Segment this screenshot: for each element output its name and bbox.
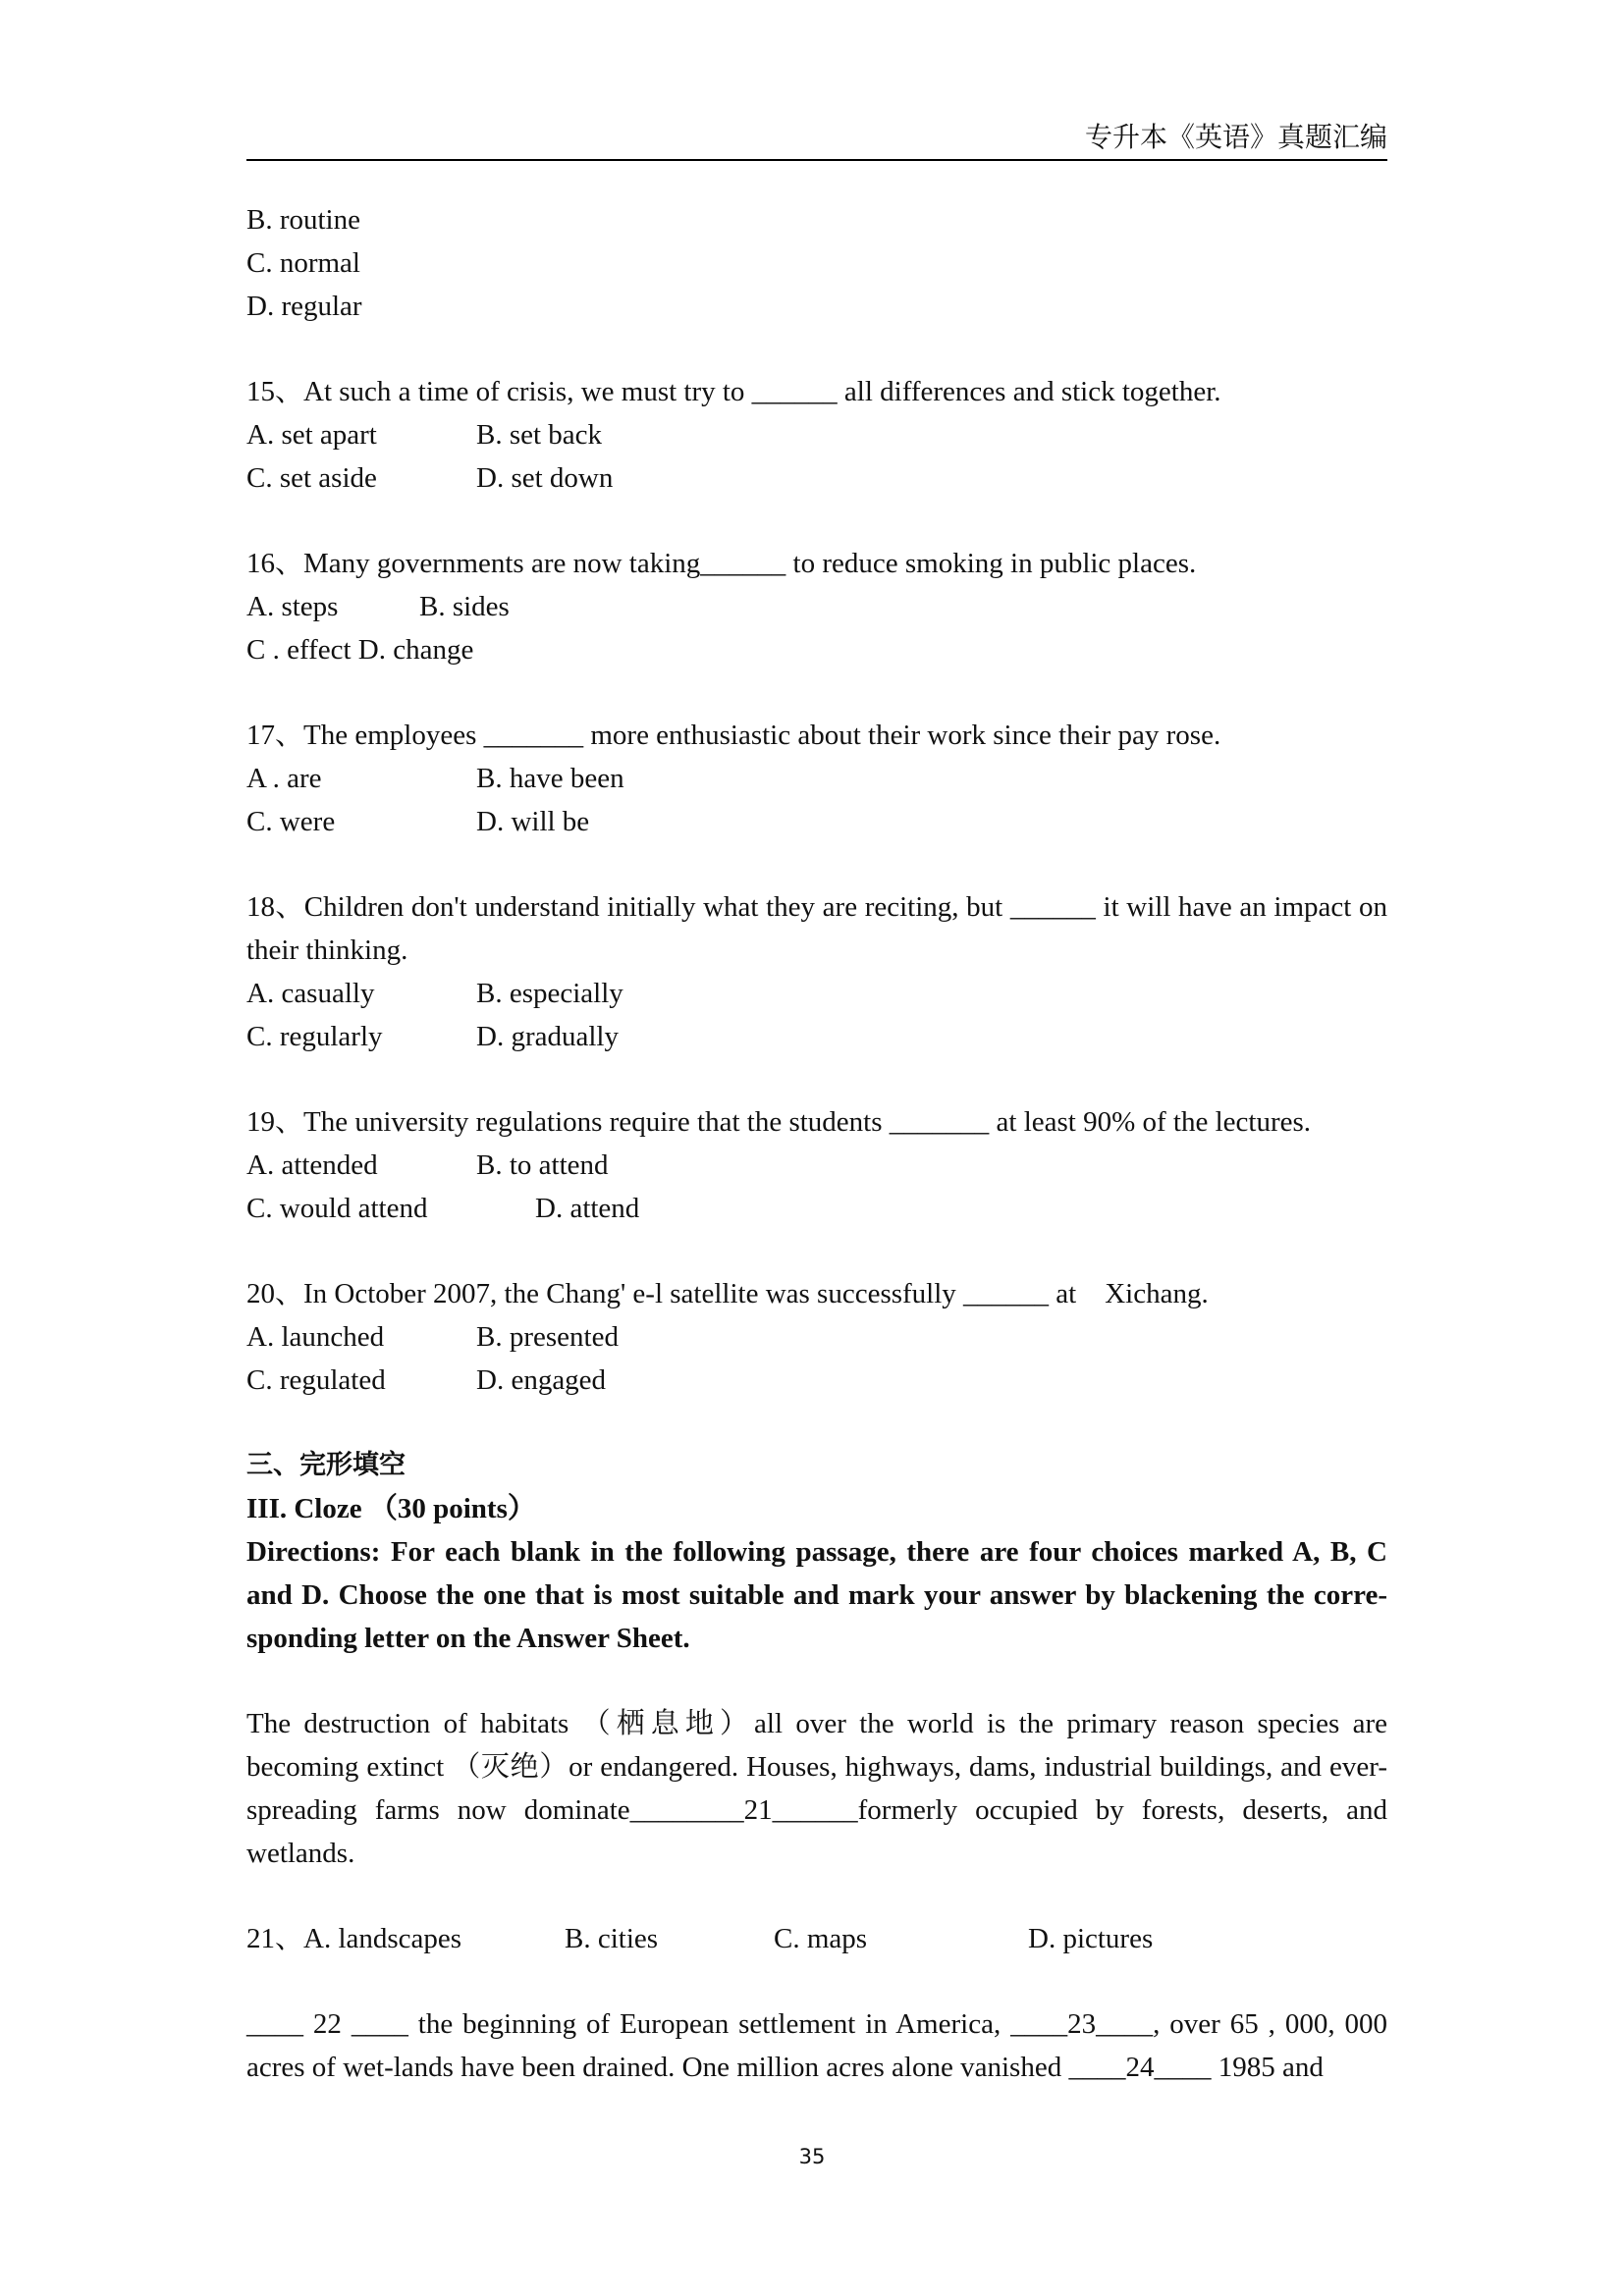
q20-stem: 20、In October 2007, the Chang' e-l satellite was successfully ______ at Xichang. — [246, 1278, 1209, 1309]
q20-option-c: C. regulated — [246, 1364, 386, 1396]
cloze-passage-paragraph-1: The destruction of habitats （栖息地）all over the world is the primary reason species are becoming extinct （灭绝）or endangered. Houses, highways, dams, industrial buildings, and ever-spreading farms now dominate________21______formerly occupied by forests, deserts, and wetlands. — [246, 1708, 1387, 1869]
q15-option-c: C. set aside — [246, 462, 377, 494]
q14-option-c: C. normal — [246, 247, 360, 279]
q16-stem: 16、Many governments are now taking______ to reduce smoking in public places. — [246, 548, 1197, 579]
page-content — [246, 198, 1387, 2089]
running-header: 专升本《英语》真题汇编 — [246, 116, 1387, 161]
q14-option-d: D. regular — [246, 291, 362, 322]
q18-option-b: B. especially — [476, 978, 623, 1009]
section-directions: Directions: For each blank in the following passage, there are four choices marked A, B, C and D. Choose the one that is most suitable and mark your answer by blackening the corre-sponding letter on the Answer Sheet. — [246, 1536, 1387, 1654]
q21-option-c: C. maps — [774, 1923, 868, 1954]
q15-option-a: A. set apart — [246, 419, 377, 451]
q18-stem: 18、Children don't understand initially what they are reciting, but ______ it will have an impact on their thinking. — [246, 891, 1387, 966]
q18-option-a: A. casually — [246, 978, 375, 1009]
q16-option-cd: C . effect D. change — [246, 634, 474, 666]
q16-option-b: B. sides — [419, 591, 510, 622]
q15-option-d: D. set down — [476, 462, 614, 494]
q20-option-b: B. presented — [476, 1321, 619, 1353]
q21-option-a: 21、A. landscapes — [246, 1923, 462, 1954]
q18-option-d: D. gradually — [476, 1021, 619, 1052]
q21-option-b: B. cities — [565, 1923, 659, 1954]
q17-option-b: B. have been — [476, 763, 624, 794]
q15-stem: 15、At such a time of crisis, we must try to ______ all differences and stick together. — [246, 376, 1221, 407]
cloze-passage-paragraph-2: ____ 22 ____ the beginning of European settlement in America, ____23____, over 65 , 000, 000 acres of wet-lands have been drained. One million acres alone vanished ____24____ 1985 and — [246, 2008, 1387, 2083]
q14-option-b: B. routine — [246, 204, 360, 236]
q17-option-c: C. were — [246, 806, 336, 837]
q17-option-d: D. will be — [476, 806, 590, 837]
section-title-en: III. Cloze （30 points） — [246, 1493, 536, 1524]
q17-option-a: A . are — [246, 763, 322, 794]
page-number: 35 — [798, 2145, 826, 2168]
q18-option-c: C. regularly — [246, 1021, 383, 1052]
q19-option-c: C. would attend — [246, 1193, 428, 1224]
q19-option-a: A. attended — [246, 1149, 378, 1181]
q19-option-d: D. attend — [535, 1193, 640, 1224]
q16-option-a: A. steps — [246, 591, 339, 622]
q19-option-b: B. to attend — [476, 1149, 609, 1181]
q17-stem: 17、The employees _______ more enthusiastic about their work since their pay rose. — [246, 720, 1221, 751]
q19-stem: 19、The university regulations require that the students _______ at least 90% of the lectures. — [246, 1106, 1312, 1138]
q20-option-a: A. launched — [246, 1321, 385, 1353]
section-title-cn: 三、完形填空 — [246, 1450, 406, 1480]
q20-option-d: D. engaged — [476, 1364, 607, 1396]
q15-option-b: B. set back — [476, 419, 603, 451]
q21-option-d: D. pictures — [1028, 1923, 1154, 1954]
